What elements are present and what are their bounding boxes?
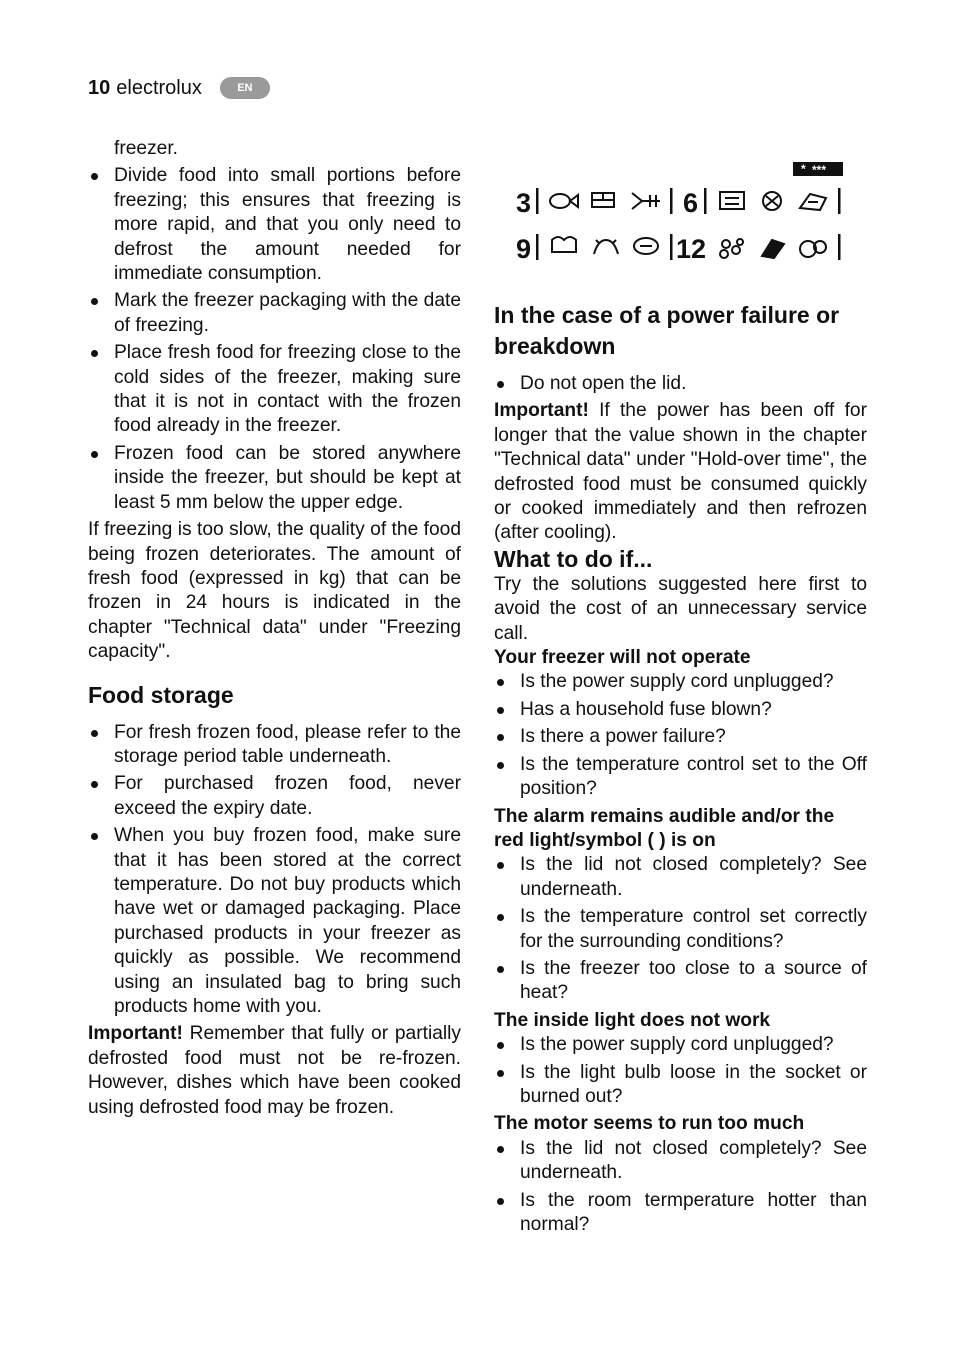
list-item: Divide food into small portions before freezing; this ensures that freezing is more rapid, and that you only need to defrost the amount needed for immediate consumption. xyxy=(88,164,461,286)
list-item: Is the room termperature hotter than normal? xyxy=(494,1189,867,1238)
storage-period-graphic xyxy=(510,158,850,268)
storage-period-table xyxy=(510,158,850,268)
list-item: Is the lid not closed completely? See underneath. xyxy=(494,1137,867,1186)
subheading-alarm: The alarm remains audible and/or the red light/symbol ( ) is on xyxy=(494,805,835,851)
list-item: For purchased frozen food, never exceed the expiry date. xyxy=(88,772,461,821)
separator xyxy=(536,234,539,260)
month-label: 3 xyxy=(516,188,532,218)
brand-name: electrolux xyxy=(116,76,202,99)
what-to-do-intro: Try the solutions suggested here first to avoid the cost of an unnecessary service call. xyxy=(494,573,867,644)
list-item: Is the freezer too close to a source of heat? xyxy=(494,957,867,1006)
month-label: 9 xyxy=(516,234,532,264)
continued-text: freezer. xyxy=(114,138,178,159)
food-icon xyxy=(594,240,618,254)
list-item: When you buy frozen food, make sure that it has been stored at the correct temperature. Do not buy products which have wet or damaged packaging. Place purchased products in your freezer as quickly as possible. We recommend using an insulated bag to bring such products home with you. xyxy=(88,824,461,1019)
food-icon xyxy=(634,238,658,254)
snowflake-icon: * xyxy=(801,162,806,176)
list-item: Is the temperature control set correctly for the surrounding conditions? xyxy=(494,905,867,954)
separator xyxy=(704,188,707,214)
separator xyxy=(536,188,539,214)
food-icon xyxy=(800,241,826,257)
list-item: Frozen food can be stored anywhere inside the freezer, but should be kept at least 5 mm below the upper edge. xyxy=(88,442,461,515)
food-icon xyxy=(592,193,614,207)
food-icon xyxy=(550,194,578,208)
section-heading-what-to-do: What to do if... xyxy=(494,545,653,572)
list-item: Is the light bulb loose in the socket or burned out? xyxy=(494,1061,867,1110)
rating-stars: *** xyxy=(812,163,827,177)
month-label: 12 xyxy=(676,234,707,264)
important-label: Important! xyxy=(494,400,589,422)
important-text: If the power has been off for longer that the value shown in the chapter "Technical data" under "Hold-over time", the defrosted food must be consumed quickly or cooked immediately and then refrozen (after cooling). xyxy=(494,400,867,544)
troubleshoot-list-light xyxy=(494,1033,867,1109)
language-badge: EN xyxy=(220,77,270,99)
food-icon xyxy=(762,240,784,258)
separator xyxy=(838,188,841,214)
page-number: 10 xyxy=(88,76,111,99)
subheading-will-not-operate: Your freezer will not operate xyxy=(494,647,751,669)
power-important-note xyxy=(494,399,867,545)
freezing-tips-list xyxy=(88,164,461,515)
list-item: Is the lid not closed completely? See underneath. xyxy=(494,853,867,902)
important-label: Important! xyxy=(88,1023,183,1045)
right-column xyxy=(494,300,867,1240)
left-column xyxy=(88,137,461,1120)
list-item: Is the power supply cord unplugged? xyxy=(494,1033,867,1057)
section-heading-power-failure: In the case of a power failure or breakdown xyxy=(494,302,840,359)
list-item: Is the temperature control set to the Off position? xyxy=(494,753,867,802)
list-item: Is there a power failure? xyxy=(494,725,867,749)
separator xyxy=(838,234,841,260)
food-icon xyxy=(632,193,660,209)
power-failure-list xyxy=(494,372,867,396)
food-icon xyxy=(552,237,576,252)
list-item: Mark the freezer packaging with the date of freezing. xyxy=(88,289,461,338)
list-item: For fresh frozen food, please refer to the storage period table underneath. xyxy=(88,721,461,770)
list-item: Has a household fuse blown? xyxy=(494,698,867,722)
troubleshoot-list-motor xyxy=(494,1137,867,1238)
list-item: Do not open the lid. xyxy=(494,372,867,396)
troubleshoot-list-operate xyxy=(494,670,867,801)
list-item: Is the power supply cord unplugged? xyxy=(494,670,867,694)
list-item: Place fresh food for freezing close to the cold sides of the freezer, making sure that it is not in contact with the frozen food already in the freezer. xyxy=(88,341,461,439)
food-icon xyxy=(763,192,781,210)
freezing-paragraph: If freezing is too slow, the quality of the food being frozen deteriorates. The amount of fresh food (expressed in kg) that can be frozen in 24 hours is indicated in the chapter "Technical data" under "Freezing capacity". xyxy=(88,519,461,663)
important-note xyxy=(88,1022,461,1120)
subheading-motor: The motor seems to run too much xyxy=(494,1113,805,1135)
page-header xyxy=(88,74,270,102)
separator xyxy=(670,234,673,260)
month-label: 6 xyxy=(683,188,699,218)
subheading-light: The inside light does not work xyxy=(494,1009,771,1031)
important-text: Remember that fully or partially defrosted food must not be re-frozen. However, dishes which have been cooked using defrosted food may be frozen. xyxy=(88,1023,461,1118)
separator xyxy=(670,188,673,214)
troubleshoot-list-alarm xyxy=(494,853,867,1005)
food-icon xyxy=(720,192,744,209)
section-heading-food-storage: Food storage xyxy=(88,681,234,708)
food-icon xyxy=(800,194,826,210)
food-icon xyxy=(720,239,743,258)
storage-tips-list xyxy=(88,721,461,1020)
